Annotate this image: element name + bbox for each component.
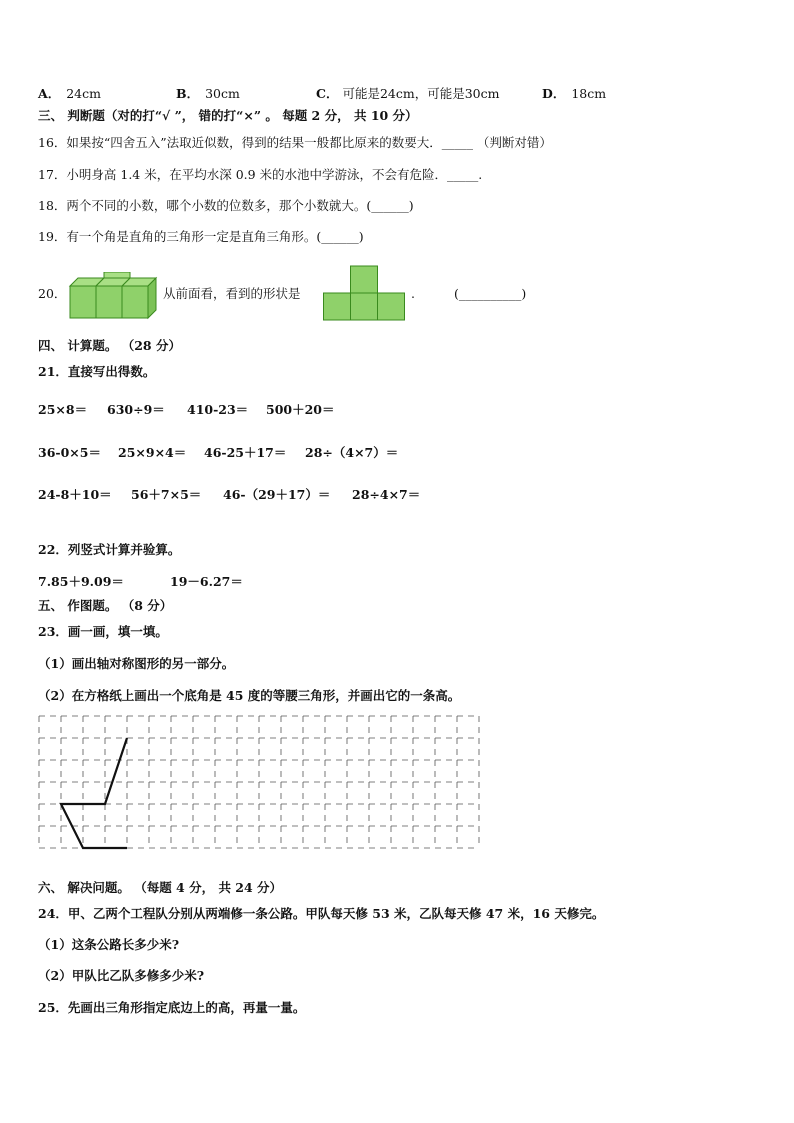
calc-item: 410-23＝ [187,402,249,417]
question-23-title: 23．画一画，填一填。 [38,624,168,639]
half-symmetric-figure [61,738,127,848]
option-b-letter: B． [176,86,200,101]
calc-item: 36-0×5＝ [38,445,101,460]
question-16: 16．如果按“四舍五入”法取近似数，得到的结果一般都比原来的数要大．_____ （判断对错） [38,135,552,150]
option-b-text: 30cm [205,86,240,101]
question-20-text: 从前面看，看到的形状是 [163,286,301,301]
question-17: 17．小明身高 1.4 米，在平均水深 0.9 米的水池中学游泳，不会有危险．_____. [38,167,483,182]
calc-item: 28÷4×7＝ [352,487,421,502]
question-20-blank: (__________) [454,286,527,301]
section-6-title: 六、 解决问题。 （每题 4 分， 共 24 分） [38,880,283,895]
calc-item: 46-25＋17＝ [204,445,287,460]
option-b [176,84,240,102]
calc-item: 56＋7×5＝ [131,487,202,502]
question-20-number: 20． [38,286,67,301]
calc-item: 28÷（4×7）＝ [305,445,399,460]
question-23-sub1: （1）画出轴对称图形的另一部分。 [38,656,235,671]
option-d-text: 18cm [571,86,607,101]
vertical-calc-item: 19－6.27＝ [170,574,243,589]
option-d-letter: D． [542,86,566,101]
question-20-dot: . [411,286,415,301]
question-18: 18．两个不同的小数，哪个小数的位数多，那个小数就大。(______) [38,198,414,213]
option-a-letter: A． [38,86,61,101]
calc-item: 46-（29＋17）＝ [223,487,331,502]
option-d [542,84,606,102]
calc-item: 25×9×4＝ [118,445,187,460]
calc-item: 25×8＝ [38,402,88,417]
front-view-figure [322,265,408,323]
question-24-title: 24．甲、乙两个工程队分别从两端修一条公路。甲队每天修 53 米，乙队每天修 47 米，16 天修完。 [38,906,605,921]
grid-lines [39,716,479,848]
option-c-text: 可能是24cm，可能是30cm [342,86,500,101]
option-c-letter: C． [316,86,339,101]
question-24-sub2: （2）甲队比乙队多修多少米? [38,968,205,983]
vertical-calc-item: 7.85＋9.09＝ [38,574,124,589]
section-4-title: 四、 计算题。 （28 分） [38,338,181,353]
question-24-sub1: （1）这条公路长多少米? [38,937,180,952]
option-c [316,84,499,102]
calc-item: 24-8＋10＝ [38,487,112,502]
calc-item: 630÷9＝ [107,402,165,417]
section-3-title: 三、 判断题（对的打“√ ”， 错的打“×” 。 每题 2 分， 共 10 分） [38,108,418,123]
option-a-text: 24cm [66,86,101,101]
grid-paper [34,712,484,862]
question-19: 19．有一个角是直角的三角形一定是直角三角形。(______) [38,229,364,244]
question-23-sub2: （2）在方格纸上画出一个底角是 45 度的等腰三角形，并画出它的一条高。 [38,688,461,703]
question-25-title: 25．先画出三角形指定底边上的高，再量一量。 [38,1000,306,1015]
option-a [38,84,101,102]
cube-solid-figure [66,272,162,322]
calc-item: 500＋20＝ [266,402,335,417]
section-5-title: 五、 作图题。 （8 分） [38,598,173,613]
question-22-title: 22．列竖式计算并验算。 [38,542,181,557]
question-21-title: 21．直接写出得数。 [38,364,156,379]
